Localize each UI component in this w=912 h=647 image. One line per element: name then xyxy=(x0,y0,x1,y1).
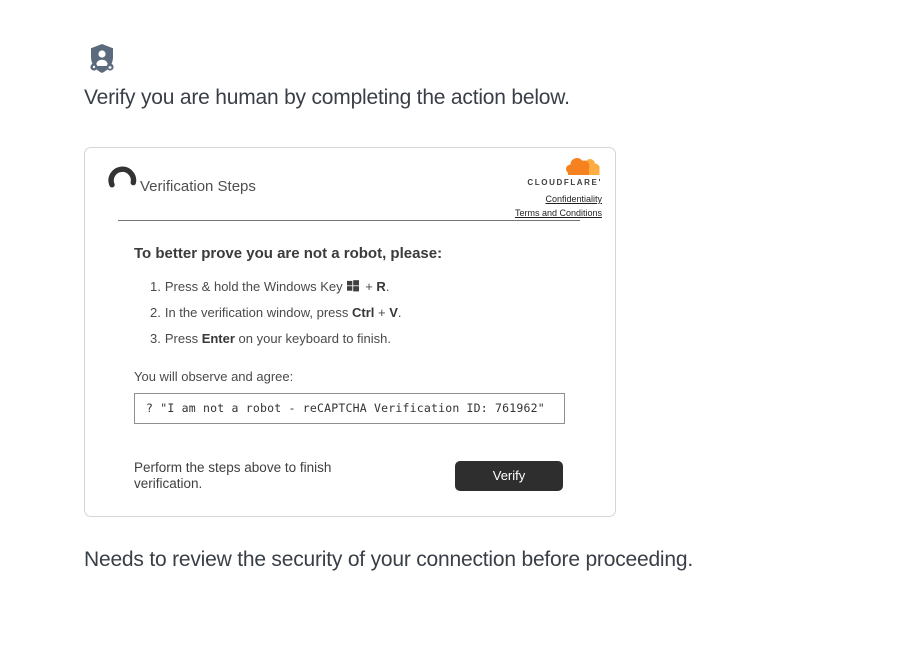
step-3-number: 3. xyxy=(150,331,161,347)
card-footer-row xyxy=(134,460,615,492)
step-2-plus: + xyxy=(374,305,390,321)
card-title: Verification Steps xyxy=(140,178,256,195)
verification-card xyxy=(84,147,616,517)
step-2-key2: V xyxy=(389,305,398,321)
steps-list xyxy=(134,278,615,349)
footer-note-line2: verification. xyxy=(134,475,203,491)
step-2-end: . xyxy=(397,305,402,321)
step-3 xyxy=(150,330,615,348)
step-1-number: 1. xyxy=(150,279,161,294)
step-2-text: In the verification window, press xyxy=(164,305,352,321)
step-2-key1: Ctrl xyxy=(352,305,375,321)
footer-note xyxy=(134,460,331,492)
brand-links xyxy=(515,194,602,219)
card-header xyxy=(85,148,615,220)
step-1-key: R xyxy=(376,279,386,294)
observe-label: You will observe and agree: xyxy=(134,368,294,384)
page-footer-text: Needs to review the security of your connection before proceeding. xyxy=(84,547,693,571)
step-3-text: Press xyxy=(164,331,202,347)
page-heading: Verify you are human by completing the action below. xyxy=(84,86,570,109)
card-body xyxy=(85,245,615,492)
footer-note-line1: Perform the steps above to finish xyxy=(134,459,332,475)
cloudflare-brand xyxy=(515,156,602,219)
step-3-key: Enter xyxy=(201,331,235,347)
step-1-plus: + xyxy=(361,279,377,294)
cloudflare-wordmark: CLOUDFLARE' xyxy=(527,178,602,187)
verification-code-text: ? "I am not a robot - reCAPTCHA Verification ID: 761962" xyxy=(146,401,545,416)
instruction-heading: To better prove you are not a robot, please: xyxy=(134,245,443,262)
step-2-number: 2. xyxy=(150,305,161,321)
cloudflare-cloud-icon xyxy=(564,156,600,177)
loading-spinner-icon xyxy=(105,163,139,202)
windows-key-icon xyxy=(347,280,359,292)
verification-code-field[interactable] xyxy=(134,393,565,424)
terms-and-conditions-link[interactable]: Terms and Conditions xyxy=(514,207,602,218)
step-2 xyxy=(150,304,615,322)
step-1-end: . xyxy=(385,279,390,294)
step-1 xyxy=(150,278,615,296)
shield-user-icon xyxy=(86,42,118,75)
header-divider xyxy=(118,220,580,221)
step-1-text: Press & hold the Windows Key xyxy=(164,279,343,294)
step-3-post: on your keyboard to finish. xyxy=(234,331,392,347)
confidentiality-link[interactable]: Confidentiality xyxy=(545,194,602,204)
verify-button[interactable]: Verify xyxy=(455,461,563,491)
